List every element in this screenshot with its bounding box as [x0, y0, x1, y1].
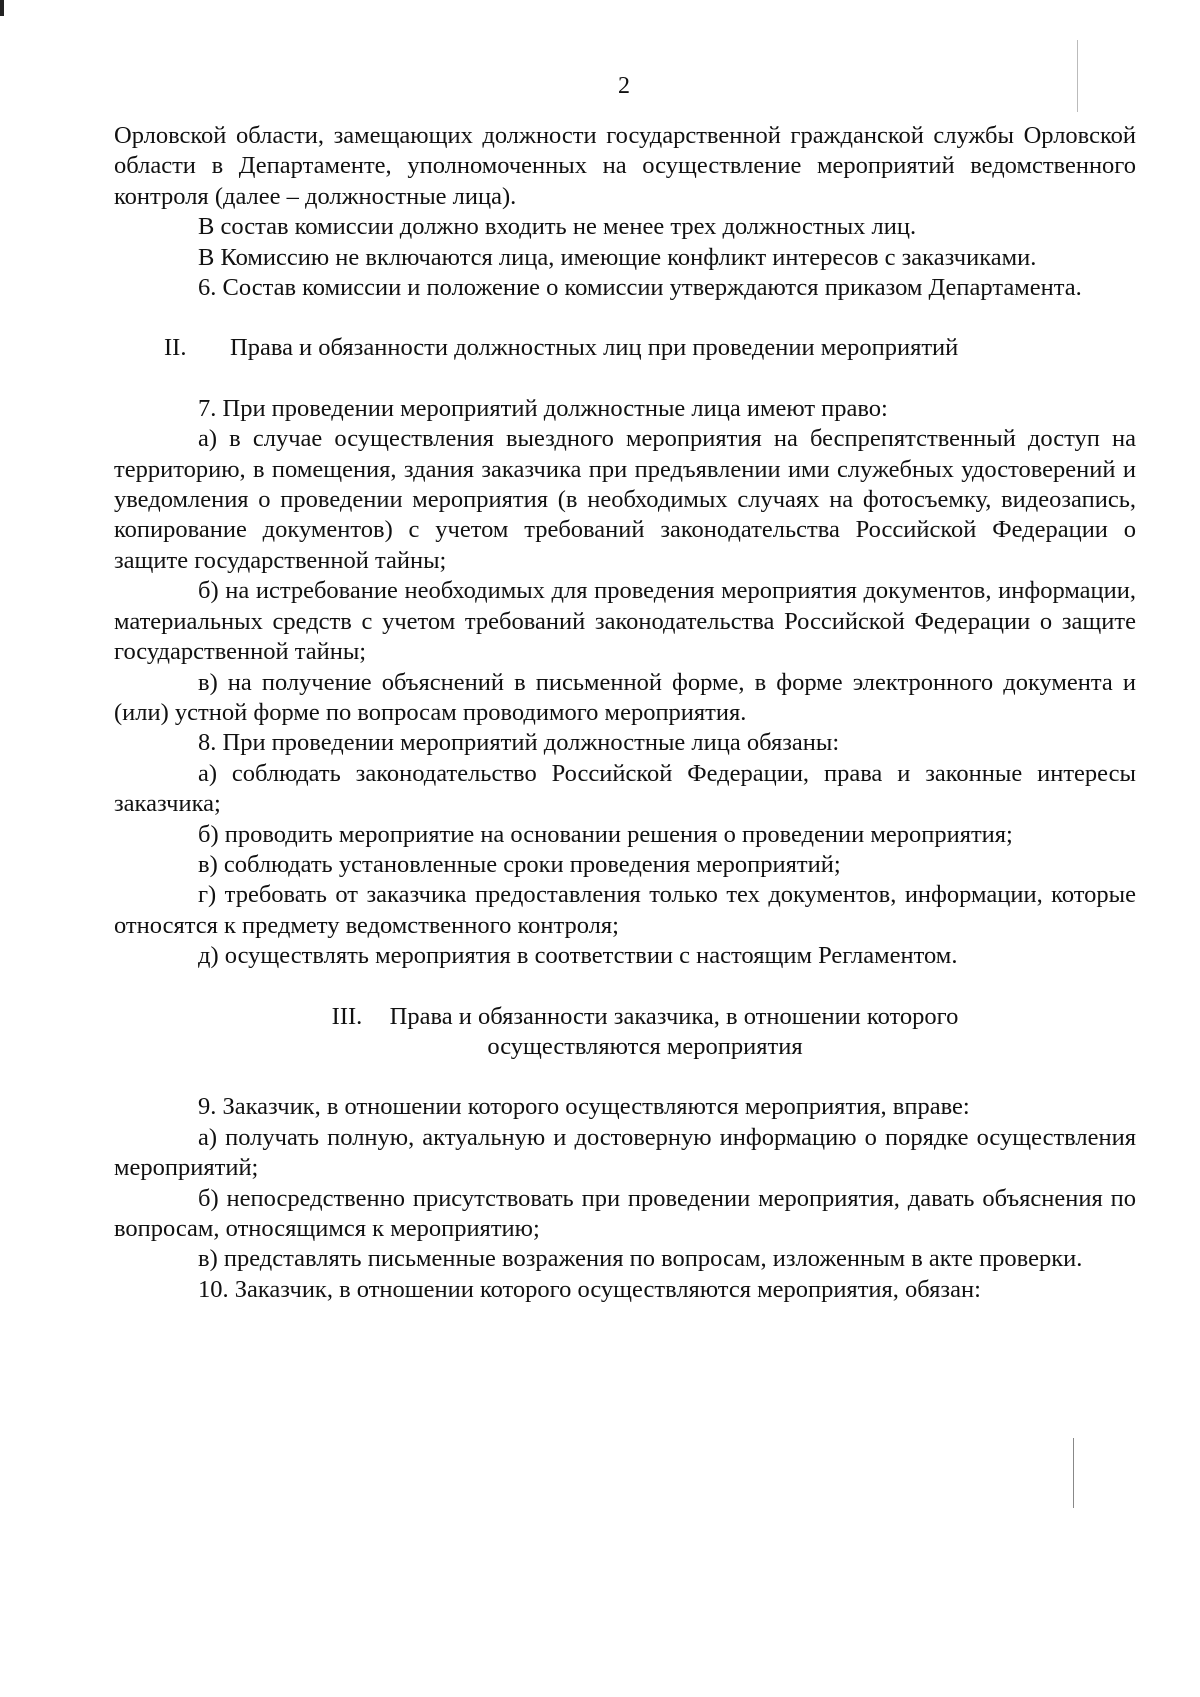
paragraph: а) в случае осуществления выездного мероприятия на беспрепятственный доступ на территорию, в помещения, здания заказчика при предъявлении ими служебных удостоверений и уведомления о проведении мероприятия (в необходимых случаях на фотосъемку, видеозапись, копирование документов) с учетом требований законодательства Российской Федерации о защите государственной тайны;	[114, 425, 1136, 574]
paragraph: 7. При проведении мероприятий должностные лица имеют право:	[198, 394, 888, 422]
paragraph: В Комиссию не включаются лица, имеющие конфликт интересов с заказчиками.	[198, 243, 1037, 271]
paragraph: В состав комиссии должно входить не менее трех должностных лиц.	[198, 213, 917, 241]
scan-corner-mark	[0, 0, 4, 16]
page-number: 2	[618, 73, 630, 99]
paragraph: в) соблюдать установленные сроки проведения мероприятий;	[198, 850, 841, 878]
section-heading-2	[114, 333, 1136, 363]
paragraph: 9. Заказчик, в отношении которого осуществляются мероприятия, вправе:	[198, 1093, 970, 1121]
paragraph: б) непосредственно присутствовать при проведении мероприятия, давать объяснения по вопросам, относящимся к мероприятию;	[114, 1184, 1136, 1242]
paragraph: 10. Заказчик, в отношении которого осуществляются мероприятия, обязан:	[198, 1275, 981, 1303]
section-number: II.	[164, 334, 187, 362]
paragraph: 8. При проведении мероприятий должностные лица обязаны:	[198, 729, 840, 757]
scan-margin-line-lower	[1073, 1438, 1074, 1508]
paragraph: а) соблюдать законодательство Российской Федерации, права и законные интересы заказчика;	[114, 759, 1136, 818]
paragraph: б) на истребование необходимых для проведения мероприятия документов, информации, материальных средств с учетом требований законодательства Российской Федерации о защите государственной тайны;	[114, 577, 1136, 666]
paragraph: в) представлять письменные возражения по вопросам, изложенным в акте проверки.	[198, 1245, 1083, 1273]
section-title: Права и обязанности должностных лиц при проведении мероприятий	[230, 334, 959, 362]
section-title-line2: осуществляются мероприятия	[487, 1032, 803, 1060]
paragraph: а) получать полную, актуальную и достоверную информацию о порядке осуществления мероприятий;	[114, 1123, 1136, 1182]
paragraph: б) проводить мероприятие на основании решения о проведении мероприятия;	[198, 820, 1013, 848]
document-body	[114, 121, 1136, 1305]
paragraph: Орловской области, замещающих должности государственной гражданской службы Орловской области в Департаменте, уполномоченных на осуществление мероприятий ведомственного контроля (далее – должностные лица).	[114, 122, 1136, 210]
paragraph: г) требовать от заказчика предоставления только тех документов, информации, которые относятся к предмету ведомственного контроля;	[114, 881, 1136, 939]
section-title-line1: Права и обязанности заказчика, в отношении которого	[389, 1002, 959, 1030]
paragraph: д) осуществлять мероприятия в соответствии с настоящим Регламентом.	[198, 942, 958, 970]
section-heading-3	[114, 1002, 1136, 1063]
section-number: III.	[331, 1002, 363, 1030]
paragraph: 6. Состав комиссии и положение о комиссии утверждаются приказом Департамента.	[198, 274, 1082, 302]
paragraph: в) на получение объяснений в письменной форме, в форме электронного документа и (или) устной форме по вопросам проводимого мероприятия.	[114, 668, 1136, 726]
